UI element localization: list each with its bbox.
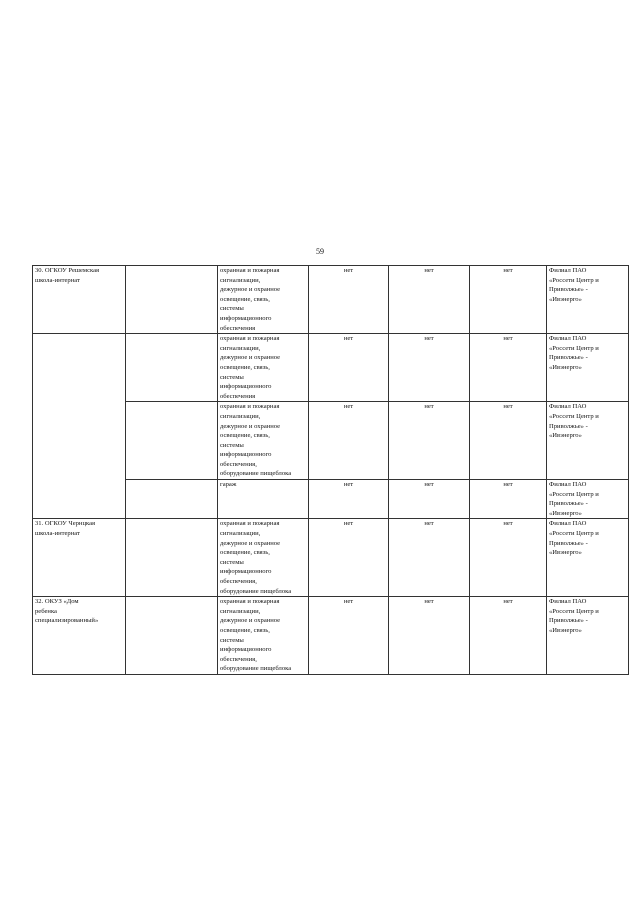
- value-cell: нет: [470, 266, 547, 334]
- table-row: [33, 266, 629, 334]
- value-cell: нет: [470, 334, 547, 402]
- value-cell: нет: [309, 402, 389, 480]
- supplier-cell: Филиал ПАО «Россети Центр и Приволжье» - «Ивэнерго»: [547, 597, 629, 675]
- supplier-cell: Филиал ПАО «Россети Центр и Приволжье» - «Ивэнерго»: [547, 402, 629, 480]
- value-cell: нет: [470, 519, 547, 597]
- page-number: 59: [316, 247, 324, 256]
- value-cell: нет: [309, 334, 389, 402]
- value-cell: нет: [389, 480, 470, 519]
- equipment-cell: охранная и пожарная сигнализации, дежурное и охранное освещение, связь, системы информационного обеспечения: [218, 266, 309, 334]
- empty-cell: [126, 597, 218, 675]
- empty-cell: [126, 480, 218, 519]
- empty-cell: [126, 334, 218, 402]
- value-cell: нет: [309, 480, 389, 519]
- institution-cell: 31. ОГКОУ Чернцкая школа-интернат: [33, 519, 126, 597]
- supplier-cell: Филиал ПАО «Россети Центр и Приволжье» - «Ивэнерго»: [547, 480, 629, 519]
- equipment-cell: охранная и пожарная сигнализации, дежурное и охранное освещение, связь, системы информационного обеспечения, оборудование пищеблока: [218, 519, 309, 597]
- table-row: [33, 334, 629, 402]
- value-cell: нет: [389, 597, 470, 675]
- equipment-cell: гараж: [218, 480, 309, 519]
- value-cell: нет: [389, 334, 470, 402]
- supplier-cell: Филиал ПАО «Россети Центр и Приволжье» - «Ивэнерго»: [547, 519, 629, 597]
- value-cell: нет: [309, 266, 389, 334]
- value-cell: нет: [470, 597, 547, 675]
- value-cell: нет: [470, 480, 547, 519]
- value-cell: нет: [309, 519, 389, 597]
- value-cell: нет: [309, 597, 389, 675]
- empty-cell: [126, 519, 218, 597]
- equipment-cell: охранная и пожарная сигнализации, дежурное и охранное освещение, связь, системы информационного обеспечения, оборудование пищеблока: [218, 597, 309, 675]
- value-cell: нет: [389, 402, 470, 480]
- facilities-table: [32, 265, 629, 675]
- table-row: [33, 597, 629, 675]
- empty-cell: [126, 266, 218, 334]
- table-row: [33, 519, 629, 597]
- value-cell: нет: [389, 266, 470, 334]
- equipment-cell: охранная и пожарная сигнализации, дежурное и охранное освещение, связь, системы информационного обеспечения: [218, 334, 309, 402]
- value-cell: нет: [470, 402, 547, 480]
- institution-cell: 30. ОГКОУ Решемская школа-интернат: [33, 266, 126, 334]
- value-cell: нет: [389, 519, 470, 597]
- supplier-cell: Филиал ПАО «Россети Центр и Приволжье» - «Ивэнерго»: [547, 266, 629, 334]
- equipment-cell: охранная и пожарная сигнализации, дежурное и охранное освещение, связь, системы информационного обеспечения, оборудование пищеблока: [218, 402, 309, 480]
- institution-cell: 32. ОКУЗ «Дом ребенка специализированный»: [33, 597, 126, 675]
- supplier-cell: Филиал ПАО «Россети Центр и Приволжье» - «Ивэнерго»: [547, 334, 629, 402]
- empty-cell: [126, 402, 218, 480]
- institution-cell: [33, 334, 126, 519]
